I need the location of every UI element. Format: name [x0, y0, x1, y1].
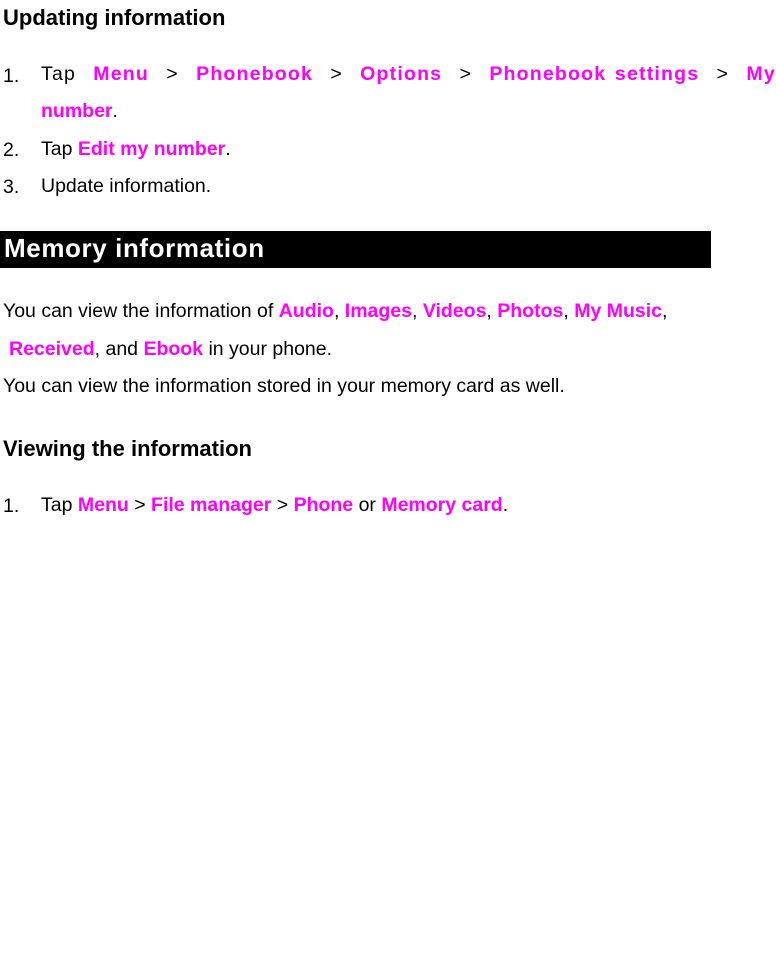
- viewing-heading: Viewing the information: [3, 436, 252, 461]
- tap-word: Tap: [41, 138, 73, 160]
- updating-step-2: [41, 138, 231, 161]
- step-number: 1.: [3, 495, 20, 517]
- phonebook-settings-label: Phonebook settings: [489, 63, 700, 85]
- period: .: [112, 100, 118, 122]
- memory-paragraph-1-line-1: [3, 300, 667, 323]
- separator: >: [166, 63, 179, 85]
- viewing-step-1: [41, 494, 508, 517]
- number-label: number: [41, 100, 113, 122]
- tap-word: Tap: [41, 63, 77, 85]
- intro-text: You can view the information of: [3, 300, 274, 322]
- comma: ,: [333, 300, 340, 322]
- separator: >: [134, 494, 146, 516]
- options-label: Options: [360, 63, 443, 85]
- audio-label: Audio: [278, 300, 334, 322]
- my-music-label: My Music: [574, 300, 662, 322]
- updating-step-1-line-1: [41, 63, 776, 86]
- ebook-label: Ebook: [143, 338, 204, 360]
- section-header-bar: [0, 231, 711, 268]
- step-number: 2.: [3, 139, 20, 161]
- phonebook-label: Phonebook: [196, 63, 314, 85]
- step-number: 1.: [3, 65, 20, 87]
- updating-step-1-line-2: [41, 100, 118, 123]
- period: .: [502, 494, 509, 516]
- photos-label: Photos: [497, 300, 564, 322]
- step-number: 3.: [3, 176, 20, 198]
- comma: ,: [563, 300, 569, 322]
- menu-label: Menu: [77, 494, 129, 516]
- images-label: Images: [344, 300, 412, 322]
- updating-heading: Updating information: [3, 5, 226, 30]
- edit-my-number-label: Edit my number: [77, 138, 226, 160]
- memory-card-label: Memory card: [381, 494, 503, 516]
- comma: ,: [411, 300, 418, 322]
- memory-heading: Memory information: [4, 233, 265, 263]
- comma: ,: [486, 300, 492, 322]
- memory-paragraph-2: You can view the information stored in your memory card as well.: [3, 375, 565, 397]
- comma: ,: [661, 300, 668, 322]
- separator: >: [716, 63, 730, 85]
- memory-paragraph-1-line-2: [9, 338, 332, 361]
- menu-label: Menu: [93, 63, 150, 85]
- or-text: or: [358, 494, 376, 516]
- file-manager-label: File manager: [151, 494, 272, 516]
- separator: >: [276, 494, 289, 516]
- separator: >: [330, 63, 343, 85]
- my-label: My: [746, 63, 776, 85]
- period: .: [225, 138, 231, 160]
- updating-step-3: Update information.: [41, 175, 212, 197]
- received-label: Received: [9, 338, 95, 360]
- videos-label: Videos: [422, 300, 487, 322]
- tap-word: Tap: [41, 494, 73, 516]
- phone-label: Phone: [293, 494, 354, 516]
- tail-text: in your phone.: [208, 338, 333, 360]
- separator: >: [459, 63, 473, 85]
- and-text: , and: [94, 338, 139, 360]
